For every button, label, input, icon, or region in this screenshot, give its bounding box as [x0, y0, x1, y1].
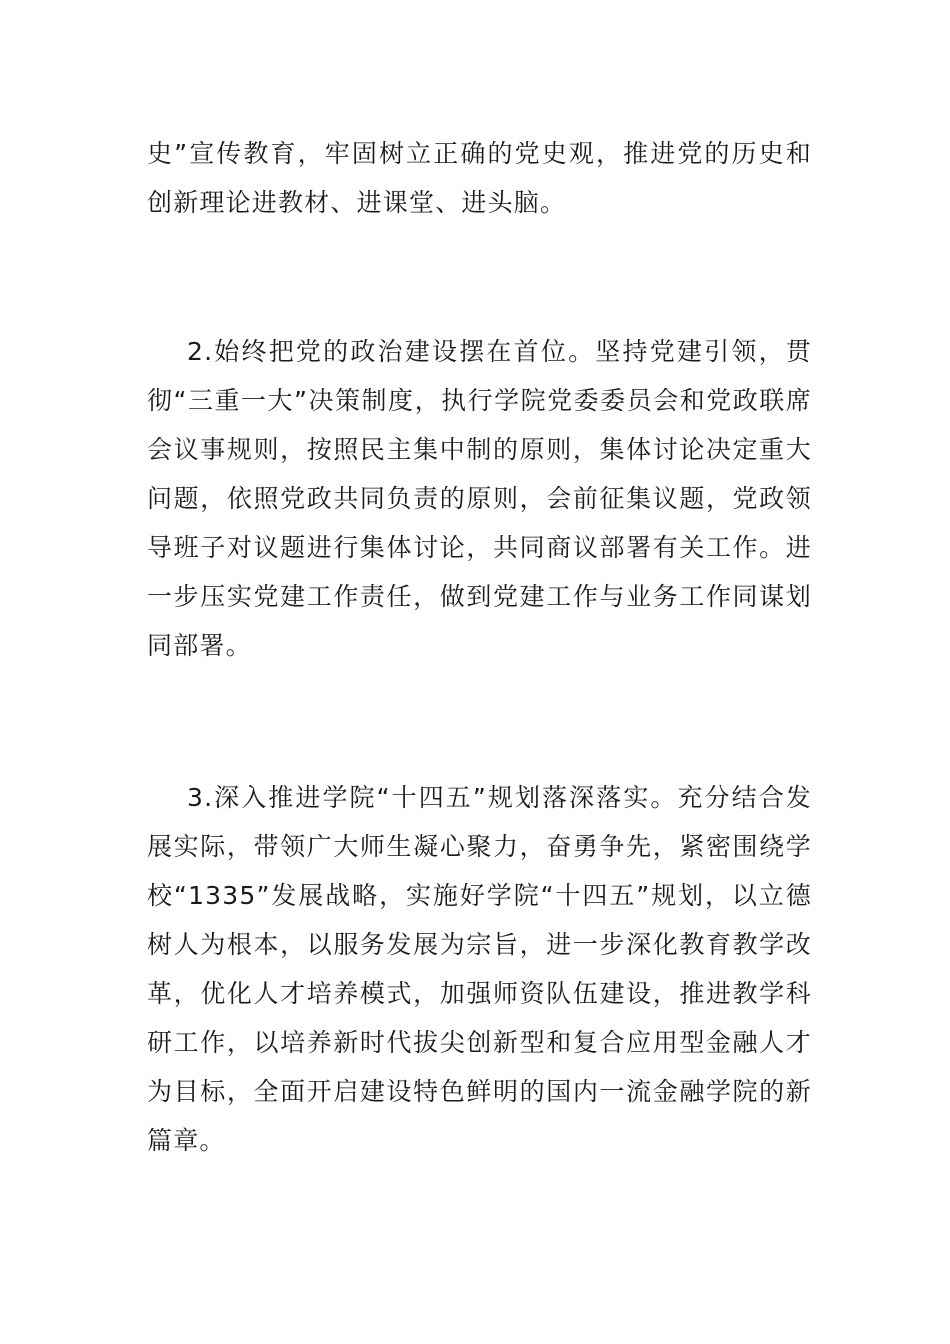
paragraph-five-year-plan: 3.深入推进学院“十四五”规划落深落实。充分结合发展实际，带领广大师生凝心聚力，奋勇争先，紧密围绕学校“1335”发展战略，实施好学院“十四五”规划，以立德树人为根本，以服务发展为宗旨，进一步深化教育教学改革，优化人才培养模式，加强师资队伍建设，推进教学科研工作，以培养新时代拔尖创新型和复合应用型金融人才为目标，全面开启建设特色鲜明的国内一流金融学院的新篇章。 [147, 783, 812, 1155]
paragraph-political-construction: 2.始终把党的政治建设摆在首位。坚持党建引领，贯彻“三重一大”决策制度，执行学院党委委员会和党政联席会议事规则，按照民主集中制的原则，集体讨论决定重大问题，依照党政共同负责的原则，会前征集议题，党政领导班子对议题进行集体讨论，共同商议部署有关工作。进一步压实党建工作责任，做到党建工作与业务工作同谋划同部署。 [147, 337, 812, 660]
paragraph-continuation: 史”宣传教育，牢固树立正确的党史观，推进党的历史和创新理论进教材、进课堂、进头脑。 [147, 139, 812, 217]
